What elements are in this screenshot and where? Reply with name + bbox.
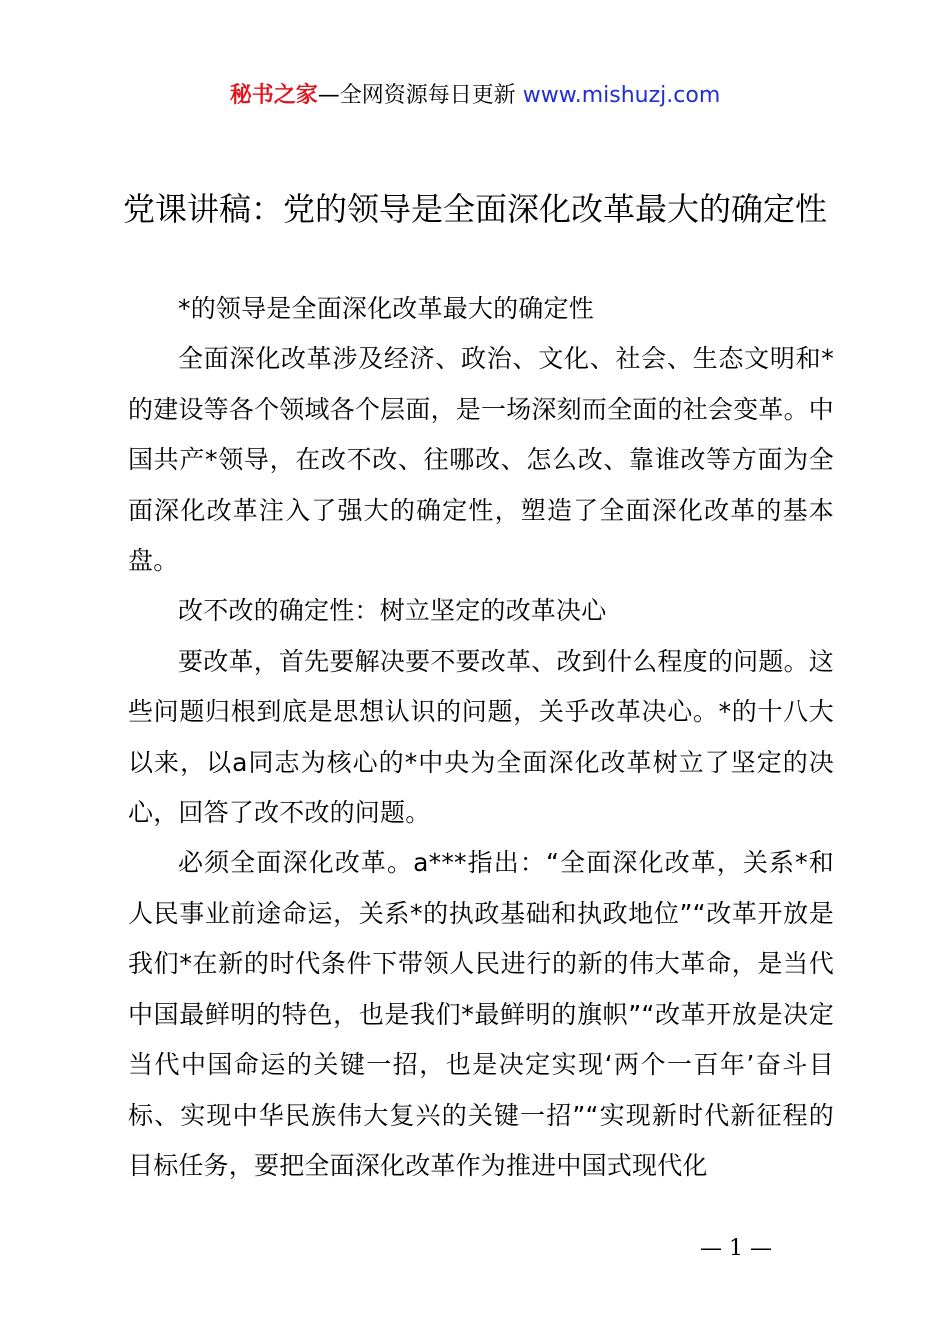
site-header <box>0 80 950 112</box>
page-number: — 1 — <box>700 1236 772 1261</box>
document-title: 党课讲稿：党的领导是全面深化改革最大的确定性 <box>122 190 827 228</box>
site-tagline: —全网资源每日更新 <box>317 83 523 108</box>
site-brand: 秘书之家 <box>229 83 318 108</box>
document-body <box>128 284 834 1191</box>
site-url[interactable]: www.mishuzj.com <box>522 83 721 108</box>
body-paragraph: 必须全面深化改革。a***指出：“全面深化改革，关系*和人民事业前途命运，关系*的执政基础和执政地位”“改革开放是我们*在新的时代条件下带领人民进行的新的伟大革命，是当代中国最鲜明的特色，也是我们*最鲜明的旗帜”“改革开放是决定当代中国命运的关键一招，也是决定实现‘两个一百年’奋斗目标、实现中华民族伟大复兴的关键一招”“实现新时代新征程的目标任务，要把全面深化改革作为推进中国式现代化 <box>128 848 834 1180</box>
section-heading: *的领导是全面深化改革最大的确定性 <box>178 294 594 323</box>
section-heading: 改不改的确定性：树立坚定的改革决心 <box>178 596 607 626</box>
body-paragraph: 要改革，首先要解决要不要改革、改到什么程度的问题。这些问题归根到底是思想认识的问题，关乎改革决心。*的十八大以来，以a同志为核心的*中央为全面深化改革树立了坚定的决心，回答了改不改的问题。 <box>128 646 834 828</box>
body-paragraph: 全面深化改革涉及经济、政治、文化、社会、生态文明和*的建设等各个领域各个层面，是一场深刻而全面的社会变革。中国共产*领导，在改不改、往哪改、怎么改、靠谁改等方面为全面深化改革注入了强大的确定性，塑造了全面深化改革的基本盘。 <box>128 344 834 576</box>
